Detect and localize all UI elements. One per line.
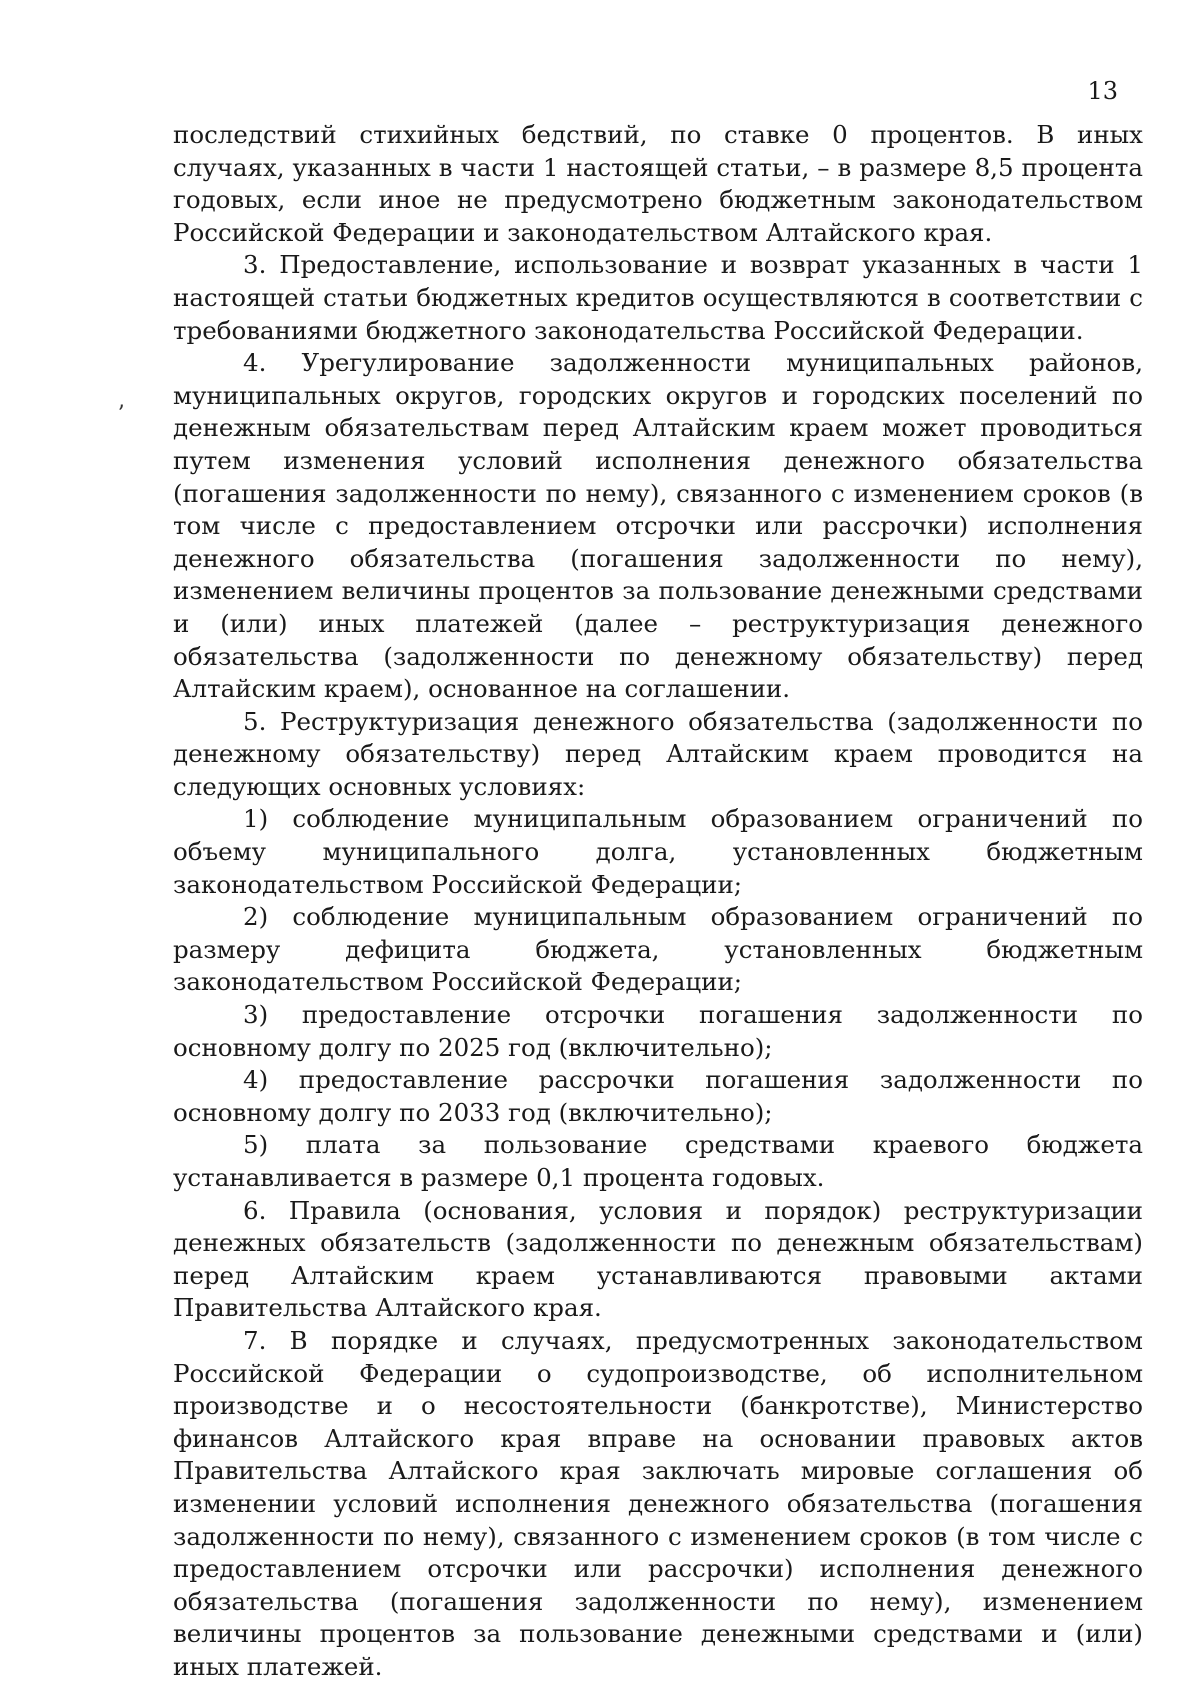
paragraph-5: 5. Реструктуризация денежного обязательства (задолженности по денежному обязательству) перед Алтайским краем проводится на следующих основных условиях: xyxy=(173,706,1143,801)
paragraph-6: 6. Правила (основания, условия и порядок) реструктуризации денежных обязательств (задолженности по денежным обязательствам) перед Алтайским краем устанавливаются правовыми актами Правительства Алтайского края. xyxy=(173,1195,1143,1323)
paragraph-4: 4. Урегулирование задолженности муниципальных районов, муниципальных округов, городских округов и городских поселений по денежным обязательствам перед Алтайским краем может проводиться путем изменения условий исполнения денежного обязательства (погашения задолженности по нему), связанного с изменением сроков (в том числе с предоставлением отсрочки или рассрочки) исполнения денежного обязательства (погашения задолженности по нему), изменением величины процентов за пользование денежными средствами и (или) иных платежей (далее – реструктуризация денежного обязательства (задолженности по денежному обязательству) перед Алтайским краем), основанное на соглашении. xyxy=(173,348,1143,704)
scan-mark: ʼ xyxy=(117,402,124,427)
paragraph-7: 7. В порядке и случаях, предусмотренных законодательством Российской Федерации о судопроизводстве, об исполнительном производстве и о несостоятельности (банкротстве), Министерство финансов Алтайского края вправе на основании правовых актов Правительства Алтайского края заключать мировые соглашения об изменении условий исполнения денежного обязательства (погашения задолженности по нему), связанного с изменением сроков (в том числе с предоставлением отсрочки или рассрочки) исполнения денежного обязательства (погашения задолженности по нему), изменением величины процентов за пользование денежными средствами и (или) иных платежей. xyxy=(173,1325,1143,1681)
paragraph-5-item-3: 3) предоставление отсрочки погашения задолженности по основному долгу по 2025 год (включительно); xyxy=(173,1000,1143,1062)
page-number: 13 xyxy=(1087,77,1118,105)
paragraph-5-item-1: 1) соблюдение муниципальным образованием ограничений по объему муниципального долга, установленных бюджетным законодательством Российской Федерации; xyxy=(173,804,1143,899)
paragraph-5-item-4: 4) предоставление рассрочки погашения задолженности по основному долгу по 2033 год (включительно); xyxy=(173,1065,1143,1127)
paragraph-continuation: последствий стихийных бедствий, по ставке 0 процентов. В иных случаях, указанных в части 1 настоящей статьи, – в размере 8,5 процента годовых, если иное не предусмотрено бюджетным законодательством Российской Федерации и законодательством Алтайского края. xyxy=(173,120,1143,247)
paragraph-5-item-2: 2) соблюдение муниципальным образованием ограничений по размеру дефицита бюджета, установленных бюджетным законодательством Российской Федерации; xyxy=(173,902,1143,997)
paragraph-5-item-5: 5) плата за пользование средствами краевого бюджета устанавливается в размере 0,1 процента годовых. xyxy=(173,1130,1143,1192)
document-body xyxy=(173,119,1143,1684)
paragraph-3: 3. Предоставление, использование и возврат указанных в части 1 настоящей статьи бюджетных кредитов осуществляются в соответствии с требованиями бюджетного законодательства Российской Федерации. xyxy=(173,250,1143,345)
